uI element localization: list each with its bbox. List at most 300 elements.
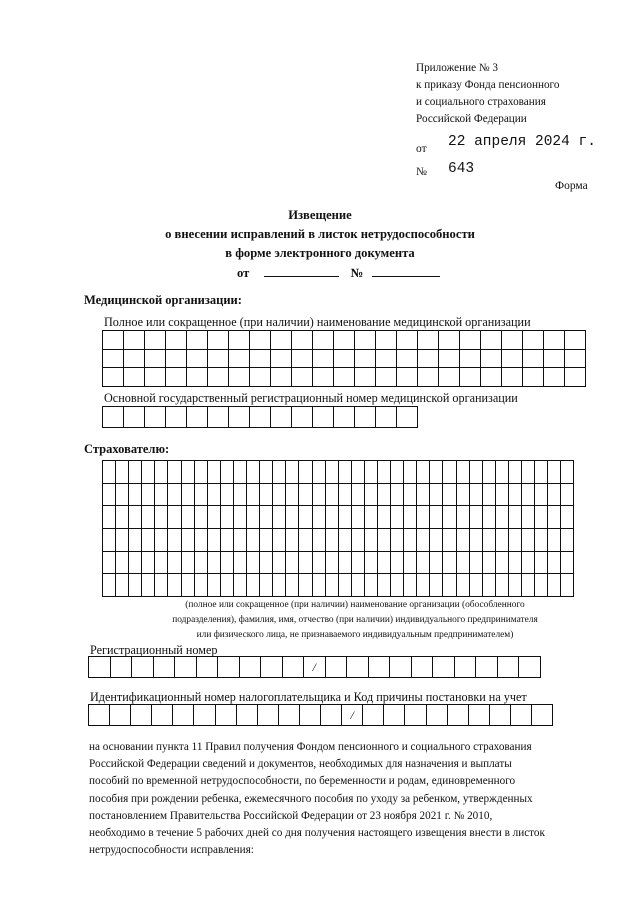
form-cell[interactable] bbox=[460, 350, 481, 369]
form-cell[interactable] bbox=[417, 574, 430, 597]
form-cell[interactable] bbox=[116, 574, 129, 597]
form-cell[interactable] bbox=[509, 506, 522, 529]
form-cell[interactable] bbox=[326, 552, 339, 575]
form-cell[interactable] bbox=[313, 529, 326, 552]
form-cell[interactable] bbox=[417, 506, 430, 529]
form-cell[interactable] bbox=[470, 484, 483, 507]
form-cell[interactable] bbox=[271, 350, 292, 369]
form-cell[interactable] bbox=[124, 331, 145, 350]
form-cell[interactable] bbox=[334, 407, 355, 428]
form-cell[interactable] bbox=[195, 552, 208, 575]
form-cell[interactable] bbox=[273, 574, 286, 597]
form-cell[interactable] bbox=[483, 552, 496, 575]
form-cell[interactable] bbox=[352, 574, 365, 597]
form-cell[interactable] bbox=[260, 484, 273, 507]
form-cell[interactable] bbox=[334, 350, 355, 369]
form-cell[interactable] bbox=[470, 552, 483, 575]
form-cell[interactable] bbox=[496, 529, 509, 552]
form-cell[interactable] bbox=[397, 331, 418, 350]
form-cell[interactable] bbox=[339, 529, 352, 552]
form-cell[interactable] bbox=[352, 461, 365, 484]
form-cell[interactable] bbox=[404, 574, 417, 597]
form-cell[interactable] bbox=[116, 552, 129, 575]
form-cell[interactable] bbox=[457, 529, 470, 552]
form-cell[interactable] bbox=[417, 529, 430, 552]
form-cell[interactable] bbox=[286, 529, 299, 552]
form-cell[interactable] bbox=[173, 705, 194, 726]
form-cell[interactable] bbox=[412, 657, 434, 678]
form-cell[interactable] bbox=[455, 657, 477, 678]
form-cell[interactable] bbox=[509, 552, 522, 575]
form-cell[interactable] bbox=[124, 407, 145, 428]
form-cell[interactable] bbox=[326, 506, 339, 529]
form-cell[interactable] bbox=[195, 506, 208, 529]
form-cell[interactable] bbox=[261, 657, 283, 678]
form-cell[interactable] bbox=[218, 657, 240, 678]
form-cell[interactable] bbox=[448, 705, 469, 726]
form-cell[interactable] bbox=[145, 407, 166, 428]
form-cell[interactable] bbox=[313, 484, 326, 507]
form-cell[interactable] bbox=[129, 574, 142, 597]
form-cell[interactable] bbox=[522, 552, 535, 575]
form-cell[interactable] bbox=[378, 506, 391, 529]
form-cell[interactable] bbox=[509, 574, 522, 597]
form-cell[interactable] bbox=[247, 506, 260, 529]
form-cell[interactable] bbox=[292, 331, 313, 350]
form-cell[interactable] bbox=[234, 529, 247, 552]
form-cell[interactable] bbox=[378, 461, 391, 484]
form-cell[interactable] bbox=[565, 368, 586, 387]
form-cell[interactable] bbox=[443, 461, 456, 484]
form-cell[interactable] bbox=[221, 529, 234, 552]
form-cell[interactable] bbox=[187, 368, 208, 387]
form-cell[interactable] bbox=[339, 552, 352, 575]
form-cell[interactable] bbox=[391, 461, 404, 484]
form-cell[interactable] bbox=[166, 368, 187, 387]
form-cell[interactable] bbox=[443, 484, 456, 507]
form-cell[interactable] bbox=[155, 461, 168, 484]
form-cell[interactable] bbox=[168, 506, 181, 529]
form-cell[interactable] bbox=[145, 350, 166, 369]
form-cell[interactable] bbox=[103, 552, 116, 575]
form-cell[interactable] bbox=[271, 368, 292, 387]
form-cell[interactable] bbox=[443, 529, 456, 552]
form-cell[interactable] bbox=[376, 331, 397, 350]
form-cell[interactable] bbox=[208, 350, 229, 369]
form-cell[interactable] bbox=[347, 657, 369, 678]
medical-org-name-grid[interactable] bbox=[102, 330, 586, 387]
form-cell[interactable] bbox=[229, 350, 250, 369]
form-cell[interactable] bbox=[439, 368, 460, 387]
form-cell[interactable] bbox=[286, 484, 299, 507]
form-cell[interactable] bbox=[532, 705, 553, 726]
form-cell[interactable] bbox=[187, 331, 208, 350]
form-cell[interactable] bbox=[522, 506, 535, 529]
form-cell[interactable] bbox=[247, 529, 260, 552]
form-cell[interactable] bbox=[116, 506, 129, 529]
form-cell[interactable] bbox=[237, 705, 258, 726]
form-cell[interactable] bbox=[260, 552, 273, 575]
form-cell[interactable] bbox=[168, 552, 181, 575]
form-cell[interactable] bbox=[391, 574, 404, 597]
form-cell[interactable] bbox=[175, 657, 197, 678]
form-cell[interactable] bbox=[417, 461, 430, 484]
form-cell[interactable] bbox=[483, 461, 496, 484]
form-cell[interactable] bbox=[544, 331, 565, 350]
form-cell[interactable] bbox=[548, 529, 561, 552]
form-cell[interactable] bbox=[221, 552, 234, 575]
form-cell[interactable] bbox=[384, 705, 405, 726]
form-cell[interactable] bbox=[443, 574, 456, 597]
form-cell[interactable] bbox=[404, 484, 417, 507]
form-cell[interactable] bbox=[195, 484, 208, 507]
form-cell[interactable] bbox=[404, 461, 417, 484]
form-cell[interactable] bbox=[116, 529, 129, 552]
form-cell[interactable] bbox=[523, 368, 544, 387]
form-cell[interactable] bbox=[286, 506, 299, 529]
form-cell[interactable] bbox=[258, 705, 279, 726]
form-cell[interactable] bbox=[142, 484, 155, 507]
form-cell[interactable] bbox=[260, 506, 273, 529]
ogrn-grid[interactable] bbox=[102, 406, 418, 428]
form-cell[interactable] bbox=[457, 484, 470, 507]
form-cell[interactable] bbox=[234, 552, 247, 575]
form-cell[interactable] bbox=[483, 529, 496, 552]
form-cell[interactable] bbox=[430, 529, 443, 552]
form-cell[interactable] bbox=[565, 350, 586, 369]
form-cell[interactable] bbox=[355, 331, 376, 350]
form-cell[interactable] bbox=[142, 552, 155, 575]
form-cell[interactable] bbox=[89, 705, 110, 726]
form-cell[interactable] bbox=[208, 529, 221, 552]
form-cell[interactable] bbox=[365, 461, 378, 484]
form-cell[interactable] bbox=[299, 484, 312, 507]
form-cell[interactable] bbox=[544, 368, 565, 387]
form-cell[interactable] bbox=[365, 552, 378, 575]
form-cell[interactable] bbox=[496, 461, 509, 484]
form-cell[interactable] bbox=[250, 368, 271, 387]
form-cell[interactable] bbox=[103, 506, 116, 529]
form-cell[interactable] bbox=[481, 350, 502, 369]
form-cell[interactable] bbox=[535, 506, 548, 529]
form-cell[interactable] bbox=[182, 461, 195, 484]
form-cell[interactable] bbox=[194, 705, 215, 726]
form-cell[interactable] bbox=[195, 461, 208, 484]
form-cell[interactable] bbox=[221, 484, 234, 507]
form-cell[interactable] bbox=[470, 529, 483, 552]
form-cell[interactable] bbox=[391, 484, 404, 507]
form-cell[interactable] bbox=[195, 574, 208, 597]
form-cell[interactable] bbox=[313, 461, 326, 484]
form-cell[interactable] bbox=[313, 506, 326, 529]
form-cell[interactable] bbox=[103, 331, 124, 350]
form-cell[interactable] bbox=[365, 506, 378, 529]
form-cell[interactable] bbox=[509, 461, 522, 484]
form-cell[interactable] bbox=[166, 407, 187, 428]
form-cell[interactable] bbox=[439, 350, 460, 369]
form-cell[interactable] bbox=[460, 368, 481, 387]
form-cell[interactable] bbox=[182, 552, 195, 575]
form-cell[interactable] bbox=[326, 657, 348, 678]
form-cell[interactable] bbox=[103, 350, 124, 369]
form-cell[interactable] bbox=[565, 331, 586, 350]
form-cell[interactable] bbox=[522, 484, 535, 507]
form-cell[interactable] bbox=[247, 484, 260, 507]
form-cell[interactable] bbox=[166, 331, 187, 350]
form-cell[interactable] bbox=[208, 368, 229, 387]
form-cell[interactable] bbox=[443, 506, 456, 529]
form-cell[interactable] bbox=[234, 461, 247, 484]
form-cell[interactable] bbox=[457, 461, 470, 484]
form-cell[interactable] bbox=[457, 574, 470, 597]
form-cell[interactable] bbox=[439, 331, 460, 350]
form-cell[interactable] bbox=[502, 368, 523, 387]
form-cell[interactable] bbox=[376, 368, 397, 387]
form-cell[interactable] bbox=[155, 529, 168, 552]
form-cell[interactable] bbox=[378, 552, 391, 575]
form-cell[interactable] bbox=[313, 574, 326, 597]
form-cell[interactable] bbox=[561, 484, 574, 507]
form-cell[interactable] bbox=[124, 368, 145, 387]
form-cell[interactable] bbox=[187, 350, 208, 369]
form-cell[interactable] bbox=[283, 657, 305, 678]
form-cell[interactable] bbox=[522, 529, 535, 552]
form-cell[interactable] bbox=[352, 484, 365, 507]
form-cell[interactable] bbox=[208, 574, 221, 597]
form-cell[interactable] bbox=[250, 350, 271, 369]
form-cell[interactable] bbox=[427, 705, 448, 726]
form-cell[interactable] bbox=[522, 574, 535, 597]
form-cell[interactable] bbox=[197, 657, 219, 678]
form-cell[interactable] bbox=[260, 574, 273, 597]
form-cell[interactable] bbox=[561, 574, 574, 597]
form-cell[interactable] bbox=[260, 529, 273, 552]
form-cell[interactable] bbox=[155, 506, 168, 529]
form-cell[interactable] bbox=[299, 506, 312, 529]
reg-number-grid[interactable] bbox=[88, 656, 541, 678]
form-cell[interactable] bbox=[548, 461, 561, 484]
form-cell[interactable] bbox=[498, 657, 520, 678]
form-cell[interactable] bbox=[433, 657, 455, 678]
form-cell[interactable] bbox=[286, 552, 299, 575]
form-cell[interactable] bbox=[391, 506, 404, 529]
form-cell[interactable] bbox=[142, 574, 155, 597]
form-cell[interactable] bbox=[111, 657, 133, 678]
form-cell[interactable] bbox=[430, 574, 443, 597]
form-cell[interactable] bbox=[89, 657, 111, 678]
form-cell[interactable] bbox=[369, 657, 391, 678]
form-cell[interactable] bbox=[129, 461, 142, 484]
form-cell[interactable] bbox=[273, 461, 286, 484]
form-cell[interactable] bbox=[405, 705, 426, 726]
form-cell[interactable] bbox=[271, 331, 292, 350]
form-cell[interactable] bbox=[535, 461, 548, 484]
form-cell[interactable] bbox=[168, 484, 181, 507]
form-cell[interactable] bbox=[221, 574, 234, 597]
form-cell[interactable] bbox=[152, 705, 173, 726]
form-cell[interactable] bbox=[250, 407, 271, 428]
form-cell[interactable] bbox=[535, 529, 548, 552]
form-cell[interactable] bbox=[142, 461, 155, 484]
form-cell[interactable] bbox=[481, 331, 502, 350]
form-cell[interactable] bbox=[535, 484, 548, 507]
form-cell[interactable] bbox=[469, 705, 490, 726]
form-cell[interactable] bbox=[376, 407, 397, 428]
form-cell[interactable] bbox=[166, 350, 187, 369]
form-cell[interactable] bbox=[355, 368, 376, 387]
form-cell[interactable] bbox=[509, 529, 522, 552]
form-cell[interactable] bbox=[299, 461, 312, 484]
form-cell[interactable] bbox=[502, 350, 523, 369]
form-cell[interactable] bbox=[326, 529, 339, 552]
form-cell[interactable] bbox=[142, 529, 155, 552]
form-cell[interactable] bbox=[103, 529, 116, 552]
form-cell[interactable] bbox=[355, 350, 376, 369]
form-cell[interactable] bbox=[273, 506, 286, 529]
form-cell[interactable] bbox=[299, 574, 312, 597]
form-cell[interactable] bbox=[168, 461, 181, 484]
form-cell[interactable] bbox=[544, 350, 565, 369]
form-cell[interactable] bbox=[365, 484, 378, 507]
form-cell[interactable] bbox=[496, 552, 509, 575]
form-cell[interactable] bbox=[279, 705, 300, 726]
form-cell[interactable] bbox=[326, 484, 339, 507]
form-cell[interactable] bbox=[182, 529, 195, 552]
form-cell[interactable] bbox=[155, 552, 168, 575]
form-cell[interactable] bbox=[247, 461, 260, 484]
form-cell[interactable] bbox=[490, 705, 511, 726]
form-cell[interactable] bbox=[208, 552, 221, 575]
form-cell[interactable] bbox=[470, 506, 483, 529]
form-cell[interactable] bbox=[430, 552, 443, 575]
form-cell[interactable] bbox=[229, 407, 250, 428]
form-cell[interactable] bbox=[561, 461, 574, 484]
form-cell[interactable] bbox=[142, 506, 155, 529]
form-cell[interactable] bbox=[247, 552, 260, 575]
form-cell[interactable] bbox=[404, 529, 417, 552]
form-cell[interactable] bbox=[313, 368, 334, 387]
form-cell[interactable] bbox=[103, 484, 116, 507]
form-cell[interactable] bbox=[145, 331, 166, 350]
form-cell[interactable] bbox=[417, 552, 430, 575]
form-cell[interactable] bbox=[376, 350, 397, 369]
form-cell[interactable] bbox=[476, 657, 498, 678]
form-cell[interactable] bbox=[313, 552, 326, 575]
separator-cell[interactable]: / bbox=[304, 657, 326, 678]
form-cell[interactable] bbox=[273, 552, 286, 575]
form-cell[interactable] bbox=[430, 461, 443, 484]
form-cell[interactable] bbox=[352, 506, 365, 529]
form-cell[interactable] bbox=[129, 529, 142, 552]
form-cell[interactable] bbox=[483, 506, 496, 529]
form-cell[interactable] bbox=[397, 407, 418, 428]
form-cell[interactable] bbox=[496, 506, 509, 529]
form-cell[interactable] bbox=[404, 552, 417, 575]
form-cell[interactable] bbox=[470, 574, 483, 597]
form-cell[interactable] bbox=[457, 552, 470, 575]
form-cell[interactable] bbox=[182, 574, 195, 597]
form-cell[interactable] bbox=[168, 574, 181, 597]
inn-kpp-grid[interactable] bbox=[88, 704, 553, 726]
form-cell[interactable] bbox=[103, 574, 116, 597]
form-cell[interactable] bbox=[511, 705, 532, 726]
form-cell[interactable] bbox=[208, 484, 221, 507]
separator-cell[interactable]: / bbox=[342, 705, 363, 726]
form-cell[interactable] bbox=[523, 350, 544, 369]
form-cell[interactable] bbox=[378, 529, 391, 552]
form-cell[interactable] bbox=[561, 552, 574, 575]
form-cell[interactable] bbox=[208, 331, 229, 350]
form-cell[interactable] bbox=[561, 506, 574, 529]
form-cell[interactable] bbox=[535, 552, 548, 575]
form-cell[interactable] bbox=[519, 657, 541, 678]
form-cell[interactable] bbox=[292, 407, 313, 428]
form-cell[interactable] bbox=[286, 574, 299, 597]
form-cell[interactable] bbox=[129, 552, 142, 575]
form-cell[interactable] bbox=[483, 484, 496, 507]
form-cell[interactable] bbox=[131, 705, 152, 726]
form-cell[interactable] bbox=[391, 552, 404, 575]
form-cell[interactable] bbox=[299, 552, 312, 575]
form-cell[interactable] bbox=[365, 574, 378, 597]
form-cell[interactable] bbox=[321, 705, 342, 726]
form-cell[interactable] bbox=[234, 506, 247, 529]
form-cell[interactable] bbox=[457, 506, 470, 529]
form-cell[interactable] bbox=[418, 368, 439, 387]
form-cell[interactable] bbox=[548, 484, 561, 507]
form-cell[interactable] bbox=[430, 506, 443, 529]
form-cell[interactable] bbox=[502, 331, 523, 350]
insurer-name-grid[interactable] bbox=[102, 460, 574, 597]
form-cell[interactable] bbox=[286, 461, 299, 484]
form-cell[interactable] bbox=[216, 705, 237, 726]
form-cell[interactable] bbox=[247, 574, 260, 597]
form-cell[interactable] bbox=[116, 461, 129, 484]
form-cell[interactable] bbox=[339, 574, 352, 597]
form-cell[interactable] bbox=[234, 484, 247, 507]
form-cell[interactable] bbox=[430, 484, 443, 507]
form-cell[interactable] bbox=[110, 705, 131, 726]
form-cell[interactable] bbox=[326, 574, 339, 597]
form-cell[interactable] bbox=[229, 331, 250, 350]
form-cell[interactable] bbox=[418, 350, 439, 369]
form-cell[interactable] bbox=[208, 506, 221, 529]
form-cell[interactable] bbox=[334, 368, 355, 387]
form-cell[interactable] bbox=[470, 461, 483, 484]
form-cell[interactable] bbox=[326, 461, 339, 484]
form-cell[interactable] bbox=[250, 331, 271, 350]
form-cell[interactable] bbox=[260, 461, 273, 484]
form-cell[interactable] bbox=[417, 484, 430, 507]
form-cell[interactable] bbox=[299, 529, 312, 552]
form-cell[interactable] bbox=[273, 484, 286, 507]
form-cell[interactable] bbox=[397, 368, 418, 387]
form-cell[interactable] bbox=[483, 574, 496, 597]
form-cell[interactable] bbox=[155, 574, 168, 597]
form-cell[interactable] bbox=[352, 552, 365, 575]
form-cell[interactable] bbox=[182, 506, 195, 529]
form-cell[interactable] bbox=[182, 484, 195, 507]
form-cell[interactable] bbox=[145, 368, 166, 387]
form-cell[interactable] bbox=[481, 368, 502, 387]
form-cell[interactable] bbox=[208, 407, 229, 428]
form-cell[interactable] bbox=[339, 461, 352, 484]
form-cell[interactable] bbox=[300, 705, 321, 726]
form-cell[interactable] bbox=[352, 529, 365, 552]
form-cell[interactable] bbox=[292, 350, 313, 369]
form-cell[interactable] bbox=[561, 529, 574, 552]
form-cell[interactable] bbox=[355, 407, 376, 428]
